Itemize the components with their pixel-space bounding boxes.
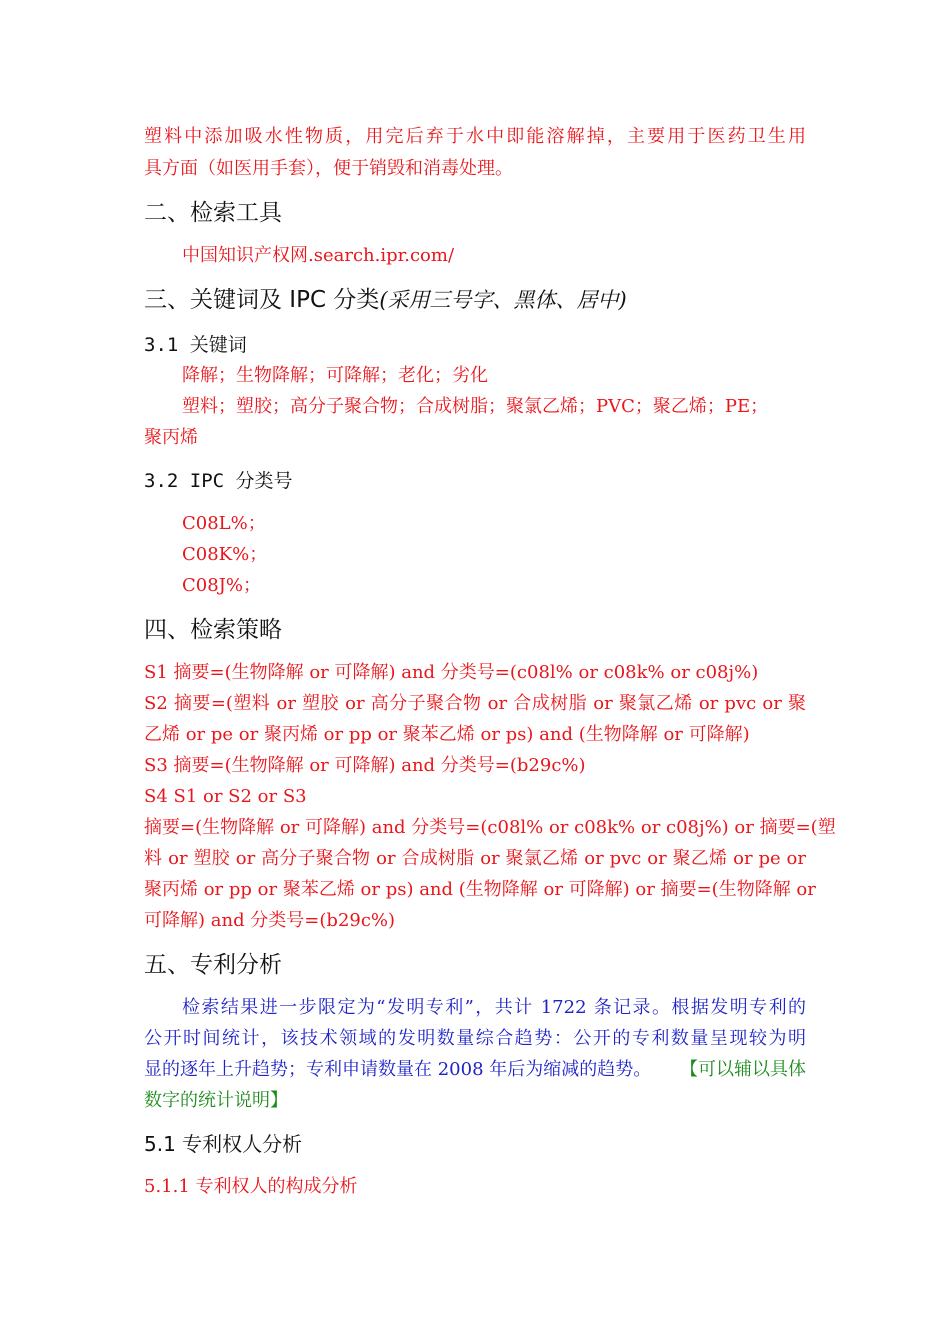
analysis-para-line-3-text: 显的逐年上升趋势；专利申请数量在 2008 年后为缩减的趋势。	[144, 1059, 652, 1080]
keywords-degradation: 降解；生物降解；可降解；老化；劣化	[182, 365, 488, 386]
intro-line-1: 塑料中添加吸水性物质，用完后弃于水中即能溶解掉，主要用于医药卫生用	[144, 126, 806, 147]
subsection-3-1-title: 3.1 关键词	[144, 334, 247, 356]
strategy-s4: S4 S1 or S2 or S3	[144, 786, 307, 807]
combined-query-line-2: 料 or 塑胶 or 高分子聚合物 or 合成树脂 or 聚氯乙烯 or pvc or 聚乙烯 or pe or	[144, 848, 806, 869]
ipc-code-2: C08K%；	[182, 544, 268, 565]
section-4-title: 四、检索策略	[144, 617, 282, 643]
subsection-5-1-title: 5.1 专利权人分析	[144, 1132, 303, 1156]
analysis-para-line-3	[144, 1061, 806, 1079]
combined-query-line-3: 聚丙烯 or pp or 聚苯乙烯 or ps) and (生物降解 or 可降解) or 摘要=(生物降解 or	[144, 879, 816, 900]
combined-query-line-1: 摘要=(生物降解 or 可降解) and 分类号=(c08l% or c08k% or c08j%) or 摘要=(塑	[144, 817, 836, 838]
combined-query-line-4: 可降解) and 分类号=(b29c%)	[144, 910, 396, 931]
section-3-format-note: (采用三号字、黑体、居中)	[379, 288, 627, 312]
section-5-title: 五、专利分析	[144, 952, 282, 978]
intro-line-2: 具方面（如医用手套），便于销毁和消毒处理。	[144, 158, 513, 179]
strategy-s2-line-1: S2 摘要=(塑料 or 塑胶 or 高分子聚合物 or 合成树脂 or 聚氯乙烯 or pvc or 聚	[144, 693, 806, 714]
section-2-title: 二、检索工具	[144, 200, 282, 226]
analysis-para-line-2: 公开时间统计，该技术领域的发明数量综合趋势：公开的专利数量呈现较为明	[144, 1028, 806, 1049]
analysis-note-end: 数字的统计说明】	[144, 1090, 288, 1111]
strategy-s3: S3 摘要=(生物降解 or 可降解) and 分类号=(b29c%)	[144, 755, 586, 776]
ipc-code-1: C08L%；	[182, 513, 266, 534]
subsection-5-1-1-title: 5.1.1 专利权人的构成分析	[144, 1176, 358, 1197]
ipc-code-3: C08J%；	[182, 575, 261, 596]
subsection-3-2-title: 3.2 IPC 分类号	[144, 470, 293, 492]
keywords-plastics-line-1: 塑料；塑胶；高分子聚合物；合成树脂；聚氯乙烯；PVC；聚乙烯；PE；	[182, 396, 769, 417]
strategy-s1: S1 摘要=(生物降解 or 可降解) and 分类号=(c08l% or c08k% or c08j%)	[144, 662, 759, 683]
search-tool: 中国知识产权网.search.ipr.com/	[182, 245, 455, 266]
keywords-plastics-line-2: 聚丙烯	[144, 427, 198, 448]
analysis-note-start: 【可以辅以具体	[680, 1059, 806, 1080]
strategy-s2-line-2: 乙烯 or pe or 聚丙烯 or pp or 聚苯乙烯 or ps) and (生物降解 or 可降解)	[144, 724, 750, 745]
analysis-para-line-1: 检索结果进一步限定为“发明专利”，共计 1722 条记录。根据发明专利的	[182, 997, 806, 1018]
section-3-title	[144, 289, 627, 312]
section-3-title-text: 三、关键词及 IPC 分类	[144, 287, 380, 313]
